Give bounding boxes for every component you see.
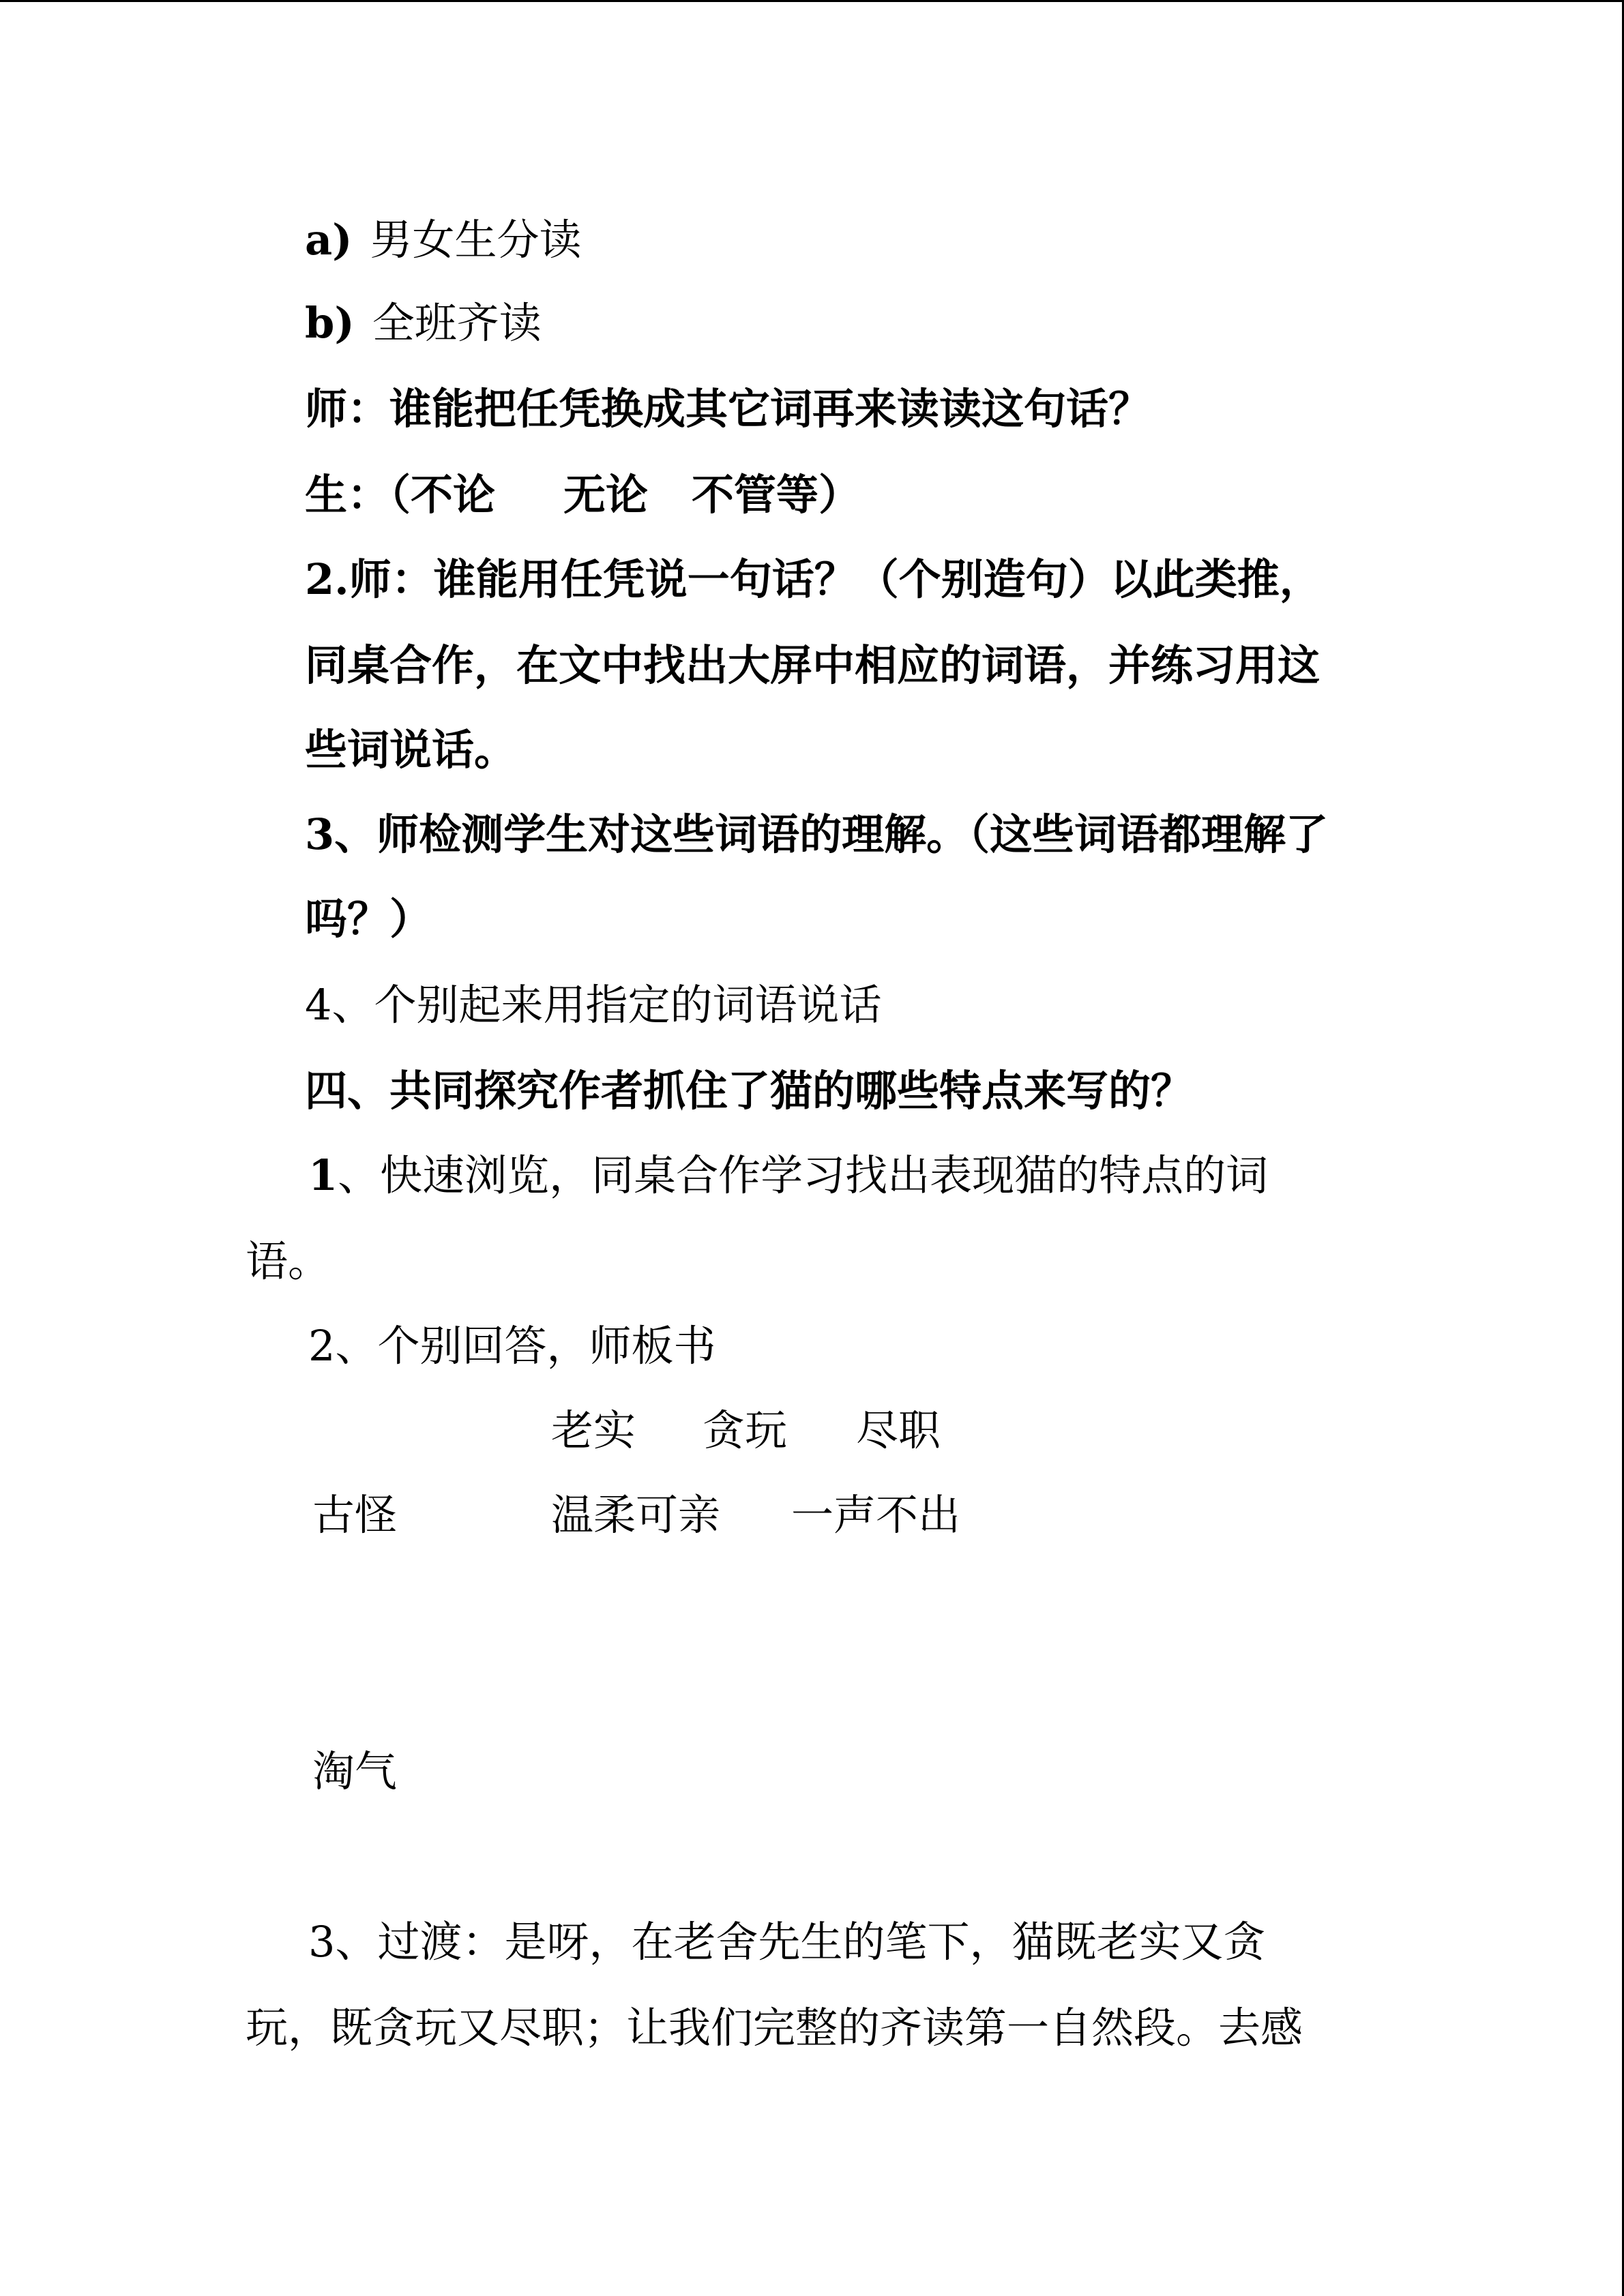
page-border-top (0, 0, 1624, 2)
paragraph-line: 2.师：谁能用任凭说一句话？（个别造句）以此类推， (305, 554, 1322, 604)
list-text-a: 男女生分读 (370, 215, 582, 265)
board-word: 老实 (551, 1405, 636, 1455)
board-word: 温柔可亲 (551, 1490, 721, 1540)
list-text-b: 全班齐读 (372, 298, 542, 348)
list-item-a (305, 213, 582, 267)
paragraph-line (308, 1148, 1268, 1203)
answer-part: 生：（不论 (305, 470, 496, 520)
board-word: 古怪 (312, 1490, 398, 1540)
paragraph-line: 4、个别起来用指定的词语说话 (305, 980, 882, 1030)
step-number: 1 (308, 1150, 338, 1200)
section-heading: 四、共同探究作者抓住了猫的哪些特点来写的？ (305, 1066, 1194, 1116)
board-word: 贪玩 (703, 1405, 788, 1455)
answer-part: 不管等） (692, 470, 861, 520)
paragraph-line: 些词说话。 (305, 725, 517, 775)
answer-part: 无论 (563, 470, 649, 520)
board-word: 一声不出 (791, 1490, 961, 1540)
paragraph-line: 2、个别回答，师板书 (308, 1321, 716, 1371)
paragraph-line (305, 468, 861, 522)
list-marker-b: b) (305, 298, 355, 348)
paragraph-line: 3、师检测学生对这些词语的理解。（这些词语都理解了 (305, 809, 1329, 859)
paragraph-line: 同桌合作，在文中找出大屏中相应的词语，并练习用这 (305, 640, 1320, 690)
paragraph-line: 师：谁能把任凭换成其它词再来读读这句话？ (305, 384, 1151, 434)
paragraph-line: 3、过渡：是呀，在老舍先生的笔下，猫既老实又贪 (308, 1917, 1266, 1967)
paragraph-line: 吗？） (305, 894, 432, 944)
paragraph-line: 玩，既贪玩又尽职；让我们完整的齐读第一自然段。去感 (246, 2003, 1303, 2053)
paragraph-line: 语。 (246, 1236, 331, 1286)
list-item-b (305, 296, 542, 351)
list-marker-a: a) (305, 215, 353, 265)
board-word: 尽职 (856, 1405, 941, 1455)
board-word: 淘气 (312, 1746, 398, 1796)
step-text: 、快速浏览，同桌合作学习找出表现猫的特点的词 (338, 1150, 1269, 1200)
